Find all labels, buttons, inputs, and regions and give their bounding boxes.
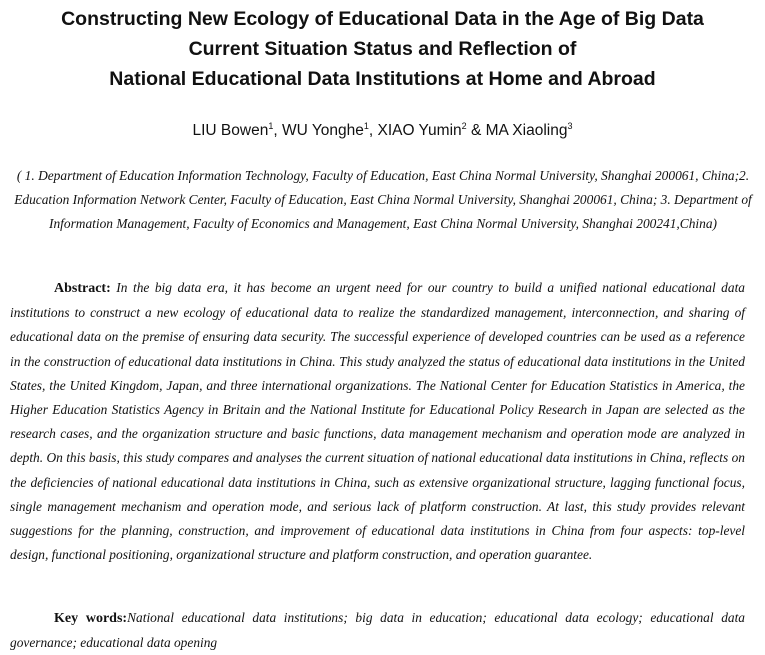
abstract xyxy=(10,276,745,567)
author-affiliation-mark: 3 xyxy=(567,120,573,131)
keywords-label: Key words: xyxy=(54,611,128,626)
author-name: MA Xiaoling xyxy=(485,122,568,139)
author-separator: , xyxy=(273,122,282,139)
keywords-text: National educational data institutions; big data in education; educational data ecology; educational data governance; educational data opening xyxy=(10,610,745,651)
abstract-label: Abstract: xyxy=(54,281,111,296)
abstract-text: In the big data era, it has become an urgent need for our country to build a unified national educational data institutions to construct a new ecology of educational data to realize the standardized management, interconnection, and sharing of educational data on the premise of ensuring data security. The successful experience of developed countries can be used as a reference in the construction of educational data institutions in China. This study analyzed the status of educational data institutions in the United States, the United Kingdom, Japan, and three international organizations. The National Center for Education Statistics in America, the Higher Education Statistics Agency in Britain and the National Institute for Educational Policy Research in Japan are selected as the research cases, and the organization structure and basic functions, data management mechanism and operation mode are analyzed in depth. On this basis, this study compares and analyses the current situation of national educational data institutions in China, reflects on the deficiencies of national educational data institutions in China, such as extensive organizational structure, lagging functional focus, single management mechanism and operation mode, and serious lack of platform construction. At last, this study provides relevant suggestions for the planning, construction, and improvement of educational data institutions in China from four aspects: top-level design, functional positioning, organizational structure and platform construction, and operation guarantee. xyxy=(10,280,745,563)
author-list xyxy=(0,122,765,140)
author-affiliation-mark: 1 xyxy=(268,120,274,131)
title-line-3: National Educational Data Institutions at Home and Abroad xyxy=(109,68,656,90)
title-line-2: Current Situation Status and Reflection of xyxy=(188,38,577,60)
keywords xyxy=(10,606,745,655)
author-separator: & xyxy=(466,122,486,139)
author-separator: , xyxy=(368,122,378,139)
title-line-1: Constructing New Ecology of Educational Data in the Age of Big Data xyxy=(61,8,704,30)
author-affiliation-mark: 2 xyxy=(461,120,467,131)
keywords-indent xyxy=(10,610,54,625)
abstract-indent xyxy=(10,280,54,295)
author-name: XIAO Yumin xyxy=(377,122,462,139)
author-affiliation-mark: 1 xyxy=(363,120,369,131)
author-name: LIU Bowen xyxy=(192,122,269,139)
paper-title xyxy=(0,4,765,94)
affiliations: ( 1. Department of Education Information Technology, Faculty of Education, East China Normal University, Shanghai 200061, China;2. Education Information Network Center, Faculty of Education, East China Normal University, Shanghai 200061, China; 3. Department of Information Management, Faculty of Economics and Management, East China Normal University, Shanghai 200241,China) xyxy=(14,168,752,231)
author-name: WU Yonghe xyxy=(281,122,364,139)
